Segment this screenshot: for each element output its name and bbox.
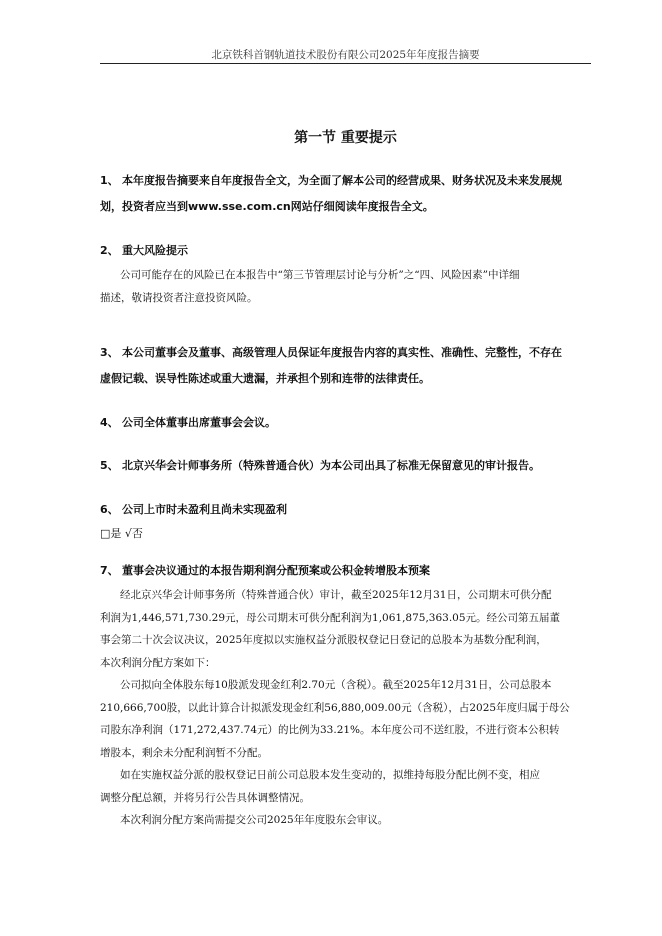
item-5: [100, 453, 594, 479]
item-7-p2-line4: 增股本，剩余未分配利润暂不分配。: [100, 746, 268, 759]
item-number: 1、: [100, 174, 119, 187]
item-number: 7、: [100, 564, 119, 577]
item-3-line2: 虚假记载、误导性陈述或重大遗漏，并承担个别和连带的法律责任。: [100, 372, 430, 385]
header-divider: [100, 63, 591, 64]
section-title: 第一节 重要提示: [294, 130, 397, 146]
item-2-line1: 公司可能存在的风险已在本报告中“第三节管理层讨论与分析”之“四、风险因素”中详细: [120, 269, 520, 281]
item-number: 2、: [100, 244, 119, 257]
item-7-p2-line3: 司股东净利润（171,272,437.74元）的比例为33.21%。本年度公司不送红股，不进行资本公积转: [100, 724, 560, 736]
item-7-title: 董事会决议通过的本报告期利润分配预案或公积金转增股本预案: [122, 564, 430, 577]
page-header: 北京铁科首钢轨道技术股份有限公司2025年年度报告摘要: [211, 49, 480, 61]
item-number: 4、: [100, 416, 119, 429]
item-7-p1-line1: 经北京兴华会计师事务所（特殊普通合伙）审计，截至2025年12月31日，公司期末可供分配: [120, 589, 552, 601]
item-1: [100, 168, 594, 220]
item-6: [100, 497, 594, 547]
item-7-p2-line1: 公司拟向全体股东每10股派发现金红利2.70元（含税）。截至2025年12月31日，公司总股本: [120, 679, 552, 691]
item-4-text: 公司全体董事出席董事会会议。: [122, 416, 276, 429]
item-7-p1-line3: 事会第二十次会议决议，2025年度拟以实施权益分派股权登记日登记的总股本为基数分配利润，: [100, 634, 547, 646]
item-2-title: 重大风险提示: [122, 244, 188, 257]
item-7-p1-line2: 利润为1,446,571,730.29元，母公司期末可供分配利润为1,061,875,363.05元。经公司第五届董: [100, 611, 561, 624]
item-2-line2: 描述，敬请投资者注意投资风险。: [100, 291, 258, 304]
item-number: 5、: [100, 459, 119, 472]
item-1-line1: 本年度报告摘要来自年度报告全文，为全面了解本公司的经营成果、财务状况及未来发展规: [122, 174, 562, 187]
item-7-p3-line1: 如在实施权益分派的股权登记日前公司总股本发生变动的，拟维持每股分配比例不变，相应: [120, 769, 540, 781]
item-1-line2: 划，投资者应当到www.sse.com.cn网站仔细阅读年度报告全文。: [100, 200, 434, 213]
item-7-p3-line2: 调整分配总额，并将另行公告具体调整情况。: [100, 791, 310, 804]
item-6-title: 公司上市时未盈利且尚未实现盈利: [122, 503, 287, 516]
item-5-text: 北京兴华会计师事务所（特殊普通合伙）为本公司出具了标准无保留意见的审计报告。: [122, 459, 540, 472]
item-3: [100, 340, 594, 392]
item-7-p2-line2: 210,666,700股，以此计算合计拟派发现金红利56,880,009.00元（含税），占2025年度归属于母公: [100, 701, 570, 714]
item-4: [100, 410, 594, 436]
item-7: [100, 558, 594, 832]
item-number: 6、: [100, 503, 119, 516]
item-7-p4-line1: 本次利润分配方案尚需提交公司2025年年度股东会审议。: [120, 814, 389, 826]
item-2: [100, 238, 594, 309]
item-number: 3、: [100, 346, 119, 359]
item-3-line1: 本公司董事会及董事、高级管理人员保证年度报告内容的真实性、准确性、完整性，不存在: [122, 346, 562, 359]
item-7-p1-line4: 本次利润分配方案如下：: [100, 656, 216, 669]
item-6-options: □是 √否: [100, 527, 143, 540]
